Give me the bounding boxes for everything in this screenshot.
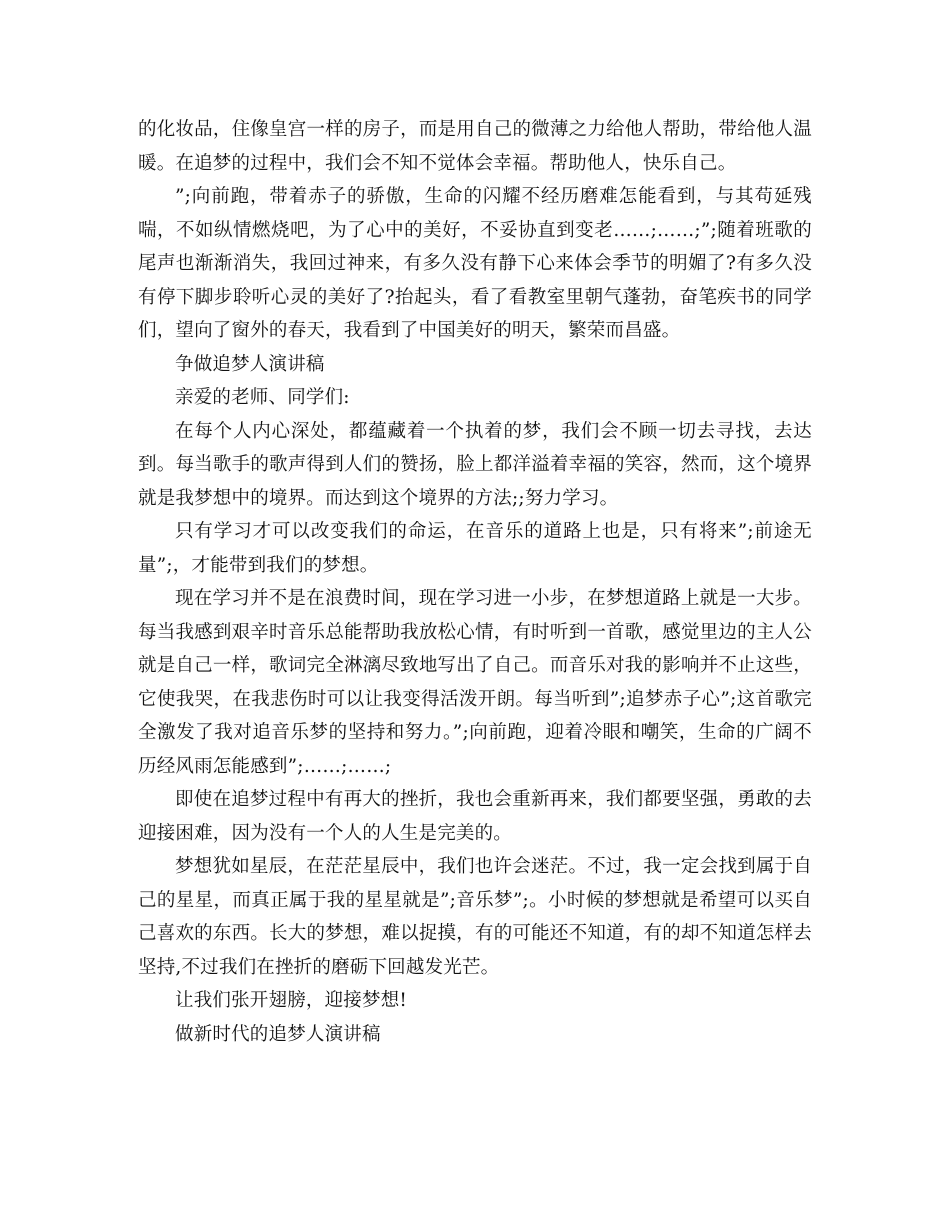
paragraph-stars: 梦想犹如星辰，在茫茫星辰中，我们也许会迷茫。不过，我一定会找到属于自己的星星，而真正属于我的星星就是”;音乐梦”;。小时候的梦想就是希望可以买自己喜欢的东西。长大的梦想，难以捉摸，有的可能还不知道，有的却不知道怎样去坚持,不过我们在挫折的磨砺下回越发光芒。 (138, 856, 812, 978)
paragraph-study-fate: 只有学习才可以改变我们的命运，在音乐的道路上也是，只有将来”;前途无量”;，才能带到我们的梦想。 (138, 521, 812, 576)
document-body (138, 113, 812, 1051)
speech-title-1: 争做追梦人演讲稿 (175, 353, 325, 375)
paragraph-dream-deep: 在每个人内心深处，都蕴藏着一个执着的梦，我们会不顾一切去寻找，去达到。每当歌手的歌声得到人们的赞扬，脸上都洋溢着幸福的笑容，然而，这个境界就是我梦想中的境界。而达到这个境界的方法;;努力学习。 (138, 420, 812, 509)
speech-title-2: 做新时代的追梦人演讲稿 (175, 1023, 381, 1045)
paragraph-setbacks: 即使在追梦过程中有再大的挫折，我也会重新再来，我们都要坚强，勇敢的去迎接困难，因为没有一个人的人生是完美的。 (138, 789, 812, 844)
paragraph-intro-continuation: 的化妆品，住像皇宫一样的房子，而是用自己的微薄之力给他人帮助，带给他人温暖。在追梦的过程中，我们会不知不觉体会幸福。帮助他人，快乐自己。 (138, 119, 812, 174)
paragraph-closing: 让我们张开翅膀，迎接梦想! (175, 990, 408, 1011)
paragraph-music-influence: 现在学习并不是在浪费时间，现在学习进一小步，在梦想道路上就是一大步。每当我感到艰辛时音乐总能帮助我放松心情，有时听到一首歌，感觉里边的主人公就是自己一样，歌词完全淋漓尽致地写出了自己。而音乐对我的影响并不止这些，它使我哭，在我悲伤时可以让我变得活泼开朗。每当听到”;追梦赤子心”;这首歌完全激发了我对追音乐梦的坚持和努力。”;向前跑，迎着冷眼和嘲笑，生命的广阔不历经风雨怎能感到”;……;……; (138, 588, 812, 777)
speech-salutation: 亲爱的老师、同学们: (175, 387, 350, 408)
paragraph-song-lyrics: ”;向前跑，带着赤子的骄傲，生命的闪耀不经历磨难怎能看到，与其苟延残喘，不如纵情燃烧吧，为了心中的美好，不妥协直到变老……;……;”;随着班歌的尾声也渐渐消失，我回过神来，有多久没有静下心来体会季节的明媚了?有多久没有停下脚步聆听心灵的美好了?抬起头，看了看教室里朝气蓬勃，奋笔疾书的同学们，望向了窗外的春天，我看到了中国美好的明天，繁荣而昌盛。 (138, 186, 812, 341)
